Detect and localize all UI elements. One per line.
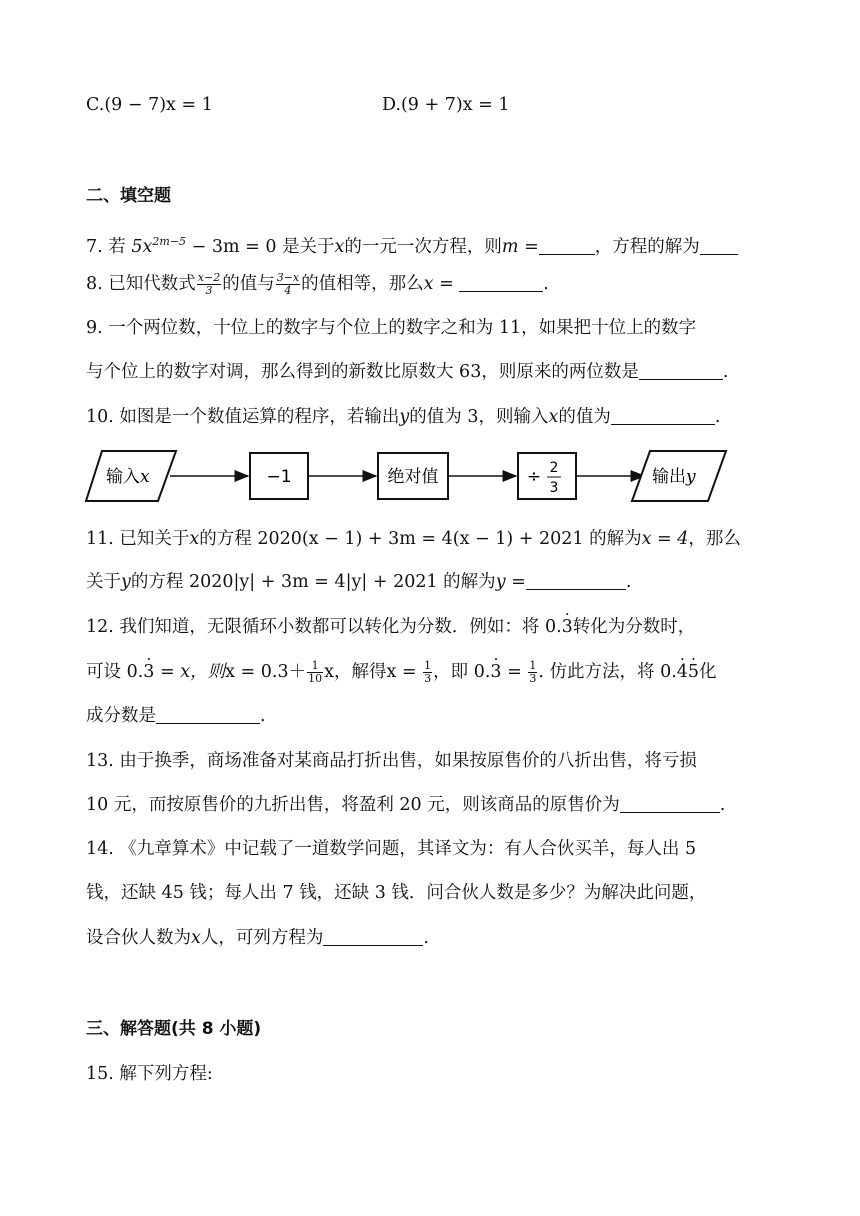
question-11-line-2: 关于y的方程 2020|y| + 3m = 4|y| + 2021 的解为y = . [86, 572, 632, 592]
question-9-line-2: 与个位上的数字对调，那么得到的新数比原数大 63，则原来的两位数是 . [86, 362, 729, 382]
absolute-value-label: 绝对值 [387, 467, 439, 487]
repeating-digit: · 4 [677, 659, 688, 685]
question-7: 7. 若 $5x^{2m-5} - 3m = 0$ 是关于x的一元一次方程，则m = ，方程的解为 [86, 229, 738, 260]
question-13-line-2: 10 元，而按原售价的九折出售，将盈利 20 元，则该商品的原售价为 . [86, 795, 726, 815]
answer-blank[interactable] [620, 794, 720, 813]
answer-blank[interactable] [156, 705, 260, 724]
subtract-label: −1 [266, 467, 292, 487]
repeating-digit: · 3 [143, 659, 154, 685]
section-2-title: 二、填空题 [86, 186, 171, 206]
fraction: $\frac{x-2}{3}$ [197, 271, 221, 297]
question-8: 8. 已知代数式 $\frac{x-2}{3}$ 的值与 $\frac{3-x}{4}$ 的值相等，那么x = . [86, 271, 549, 297]
question-11-line-1: 11. 已知关于x的方程 2020(x − 1) + 3m = 4(x − 1) + 2021 的解为x = 4，那么 [86, 529, 741, 549]
output-label: 输出y [652, 467, 696, 487]
answer-blank[interactable] [639, 361, 723, 380]
fraction: $\frac{3-x}{4}$ [276, 271, 300, 297]
option-d: D.(9 + 7)x = 1 [382, 95, 510, 115]
fraction: $\frac{1}{3}$ [424, 659, 432, 685]
question-14-line-2: 钱，还缺 45 钱；每人出 7 钱，还缺 3 钱．问合伙人数是多少？为解决此问题， [86, 883, 707, 903]
fraction: $\frac{1}{10}$ [308, 659, 323, 685]
question-12-line-2: 可设 0.· 3 = x，则x = 0.3＋ $\frac{1}{10}$ x，解得x = $\frac{1}{3}$ ，即 0.· 3 = $\frac{1}{3}$ . 仿此方法，将 0.· 4· 5化 [86, 659, 717, 685]
divide-operator: ÷ [526, 467, 542, 487]
answer-blank[interactable] [611, 406, 715, 425]
question-13-line-1: 13. 由于换季，商场准备对某商品打折出售，如果按原售价的八折出售，将亏损 [86, 751, 697, 771]
program-flowchart [84, 447, 744, 505]
divide-denominator: 3 [549, 480, 559, 496]
answer-blank[interactable] [700, 236, 738, 255]
question-12-line-3: 成分数是 . [86, 706, 266, 726]
option-c-expression: (9 − 7)x = 1 [104, 95, 213, 115]
answer-blank[interactable] [459, 273, 543, 292]
question-14-line-1: 14. 《九章算术》中记载了一道数学问题，其译文为：有人合伙买羊，每人出 5 [86, 839, 697, 859]
fraction: $\frac{1}{3}$ [529, 659, 537, 685]
repeating-digit: · 5 [688, 659, 699, 685]
answer-blank[interactable] [539, 236, 595, 255]
divide-numerator: 2 [549, 460, 559, 476]
question-9-line-1: 9. 一个两位数，十位上的数字与个位上的数字之和为 11，如果把十位上的数字 [86, 318, 697, 338]
section-3-title: 三、解答题(共 8 小题) [86, 1019, 262, 1039]
question-10: 10. 如图是一个数值运算的程序，若输出y的值为 3，则输入x的值为 . [86, 407, 721, 427]
repeating-digit: · 3 [562, 614, 573, 640]
option-d-expression: (9 + 7)x = 1 [400, 95, 510, 115]
option-c: C.(9 − 7)x = 1 [86, 95, 213, 115]
answer-blank[interactable] [323, 927, 423, 946]
question-14-line-3: 设合伙人数为x人，可列方程为 . [86, 928, 429, 948]
repeating-digit: · 3 [490, 659, 501, 685]
answer-blank[interactable] [526, 571, 626, 590]
question-15: 15. 解下列方程: [86, 1064, 213, 1084]
input-label: 输入x [106, 467, 150, 487]
question-12-line-1: 12. 我们知道，无限循环小数都可以转化为分数．例如：将 0.· 3转化为分数时， [86, 614, 695, 640]
